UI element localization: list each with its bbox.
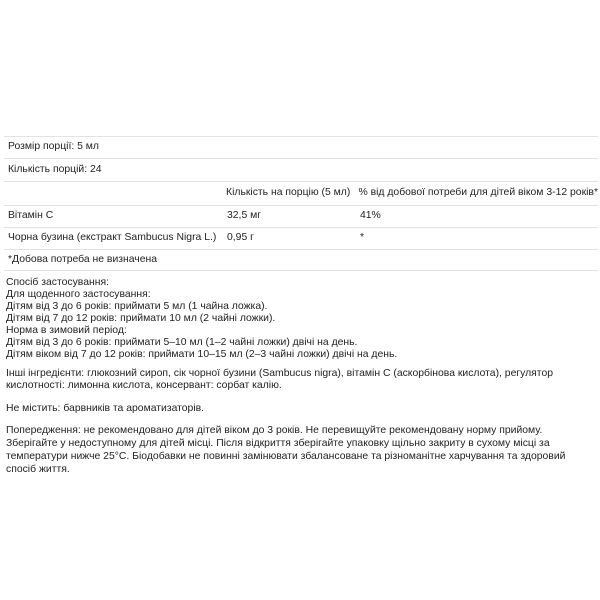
usage-line: Норма в зимовий період: xyxy=(6,325,127,336)
header-daily-value: % від добової потреби для дітей віком 3-12 років* xyxy=(358,187,598,199)
usage-line: Дітям віком від 7 до 12 років: приймати 10–15 мл (2–3 чайні ложки) двічі на день. xyxy=(6,349,398,360)
nutrient-daily-value: * xyxy=(360,232,365,244)
servings-row xyxy=(4,158,598,181)
servings-count: Кількість порцій: 24 xyxy=(8,163,102,175)
usage-line: Для щоденного застосування: xyxy=(6,289,151,300)
nutrient-amount: 32,5 мг xyxy=(227,210,262,222)
usage-line: Дітям від 3 до 6 років: приймати 5 мл (1 чайна ложка). xyxy=(6,301,268,312)
footnote: *Добова потреба не визначена xyxy=(8,253,158,265)
nutrient-name: Вітамін С xyxy=(8,210,54,222)
footnote-row xyxy=(4,249,598,271)
usage-line: Дітям від 3 до 6 років: приймати 5–10 мл (1–2 чайні ложки) двічі на день. xyxy=(6,337,358,348)
table-row xyxy=(4,205,598,227)
nutrient-daily-value: 41% xyxy=(360,210,381,222)
table-header-row xyxy=(4,181,598,205)
nutrient-name: Чорна бузина (екстракт Sambucus Nigra L.) xyxy=(8,232,217,244)
usage-line: Дітям від 7 до 12 років: приймати 10 мл (2 чайні ложки). xyxy=(6,313,276,324)
header-amount: Кількість на порцію (5 мл) xyxy=(226,187,351,199)
supplement-facts-table xyxy=(4,136,598,271)
table-row xyxy=(4,227,598,249)
nutrient-amount: 0,95 г xyxy=(227,232,254,244)
serving-size-row xyxy=(4,136,598,158)
usage-line: Спосіб застосування: xyxy=(6,277,109,288)
other-ingredients: Інші інгредієнти: глюкозний сироп, сік чорної бузини (Sambucus nigra), вітамін С (аскорбінова кислота), регулятор кислотності: лимонна кислота, консервант: сорбат калію. xyxy=(6,368,554,391)
serving-size: Розмір порції: 5 мл xyxy=(8,141,99,153)
usage-instructions xyxy=(6,277,596,361)
warning-text: Попередження: не рекомендовано для дітей віком до 3 років. Не перевищуйте рекомендовану норму прийому. Зберігайте у недоступному для дітей місці. Після відкриття зберігайте упаковку щільно закриту в сухому місці за температури нижче 25°С. Біодобавки не повинні замінювати збалансоване та різноманітне харчування та здоровий спосіб життя. xyxy=(6,425,566,475)
does-not-contain: Не містить: барвників та ароматизаторів. xyxy=(6,403,205,414)
